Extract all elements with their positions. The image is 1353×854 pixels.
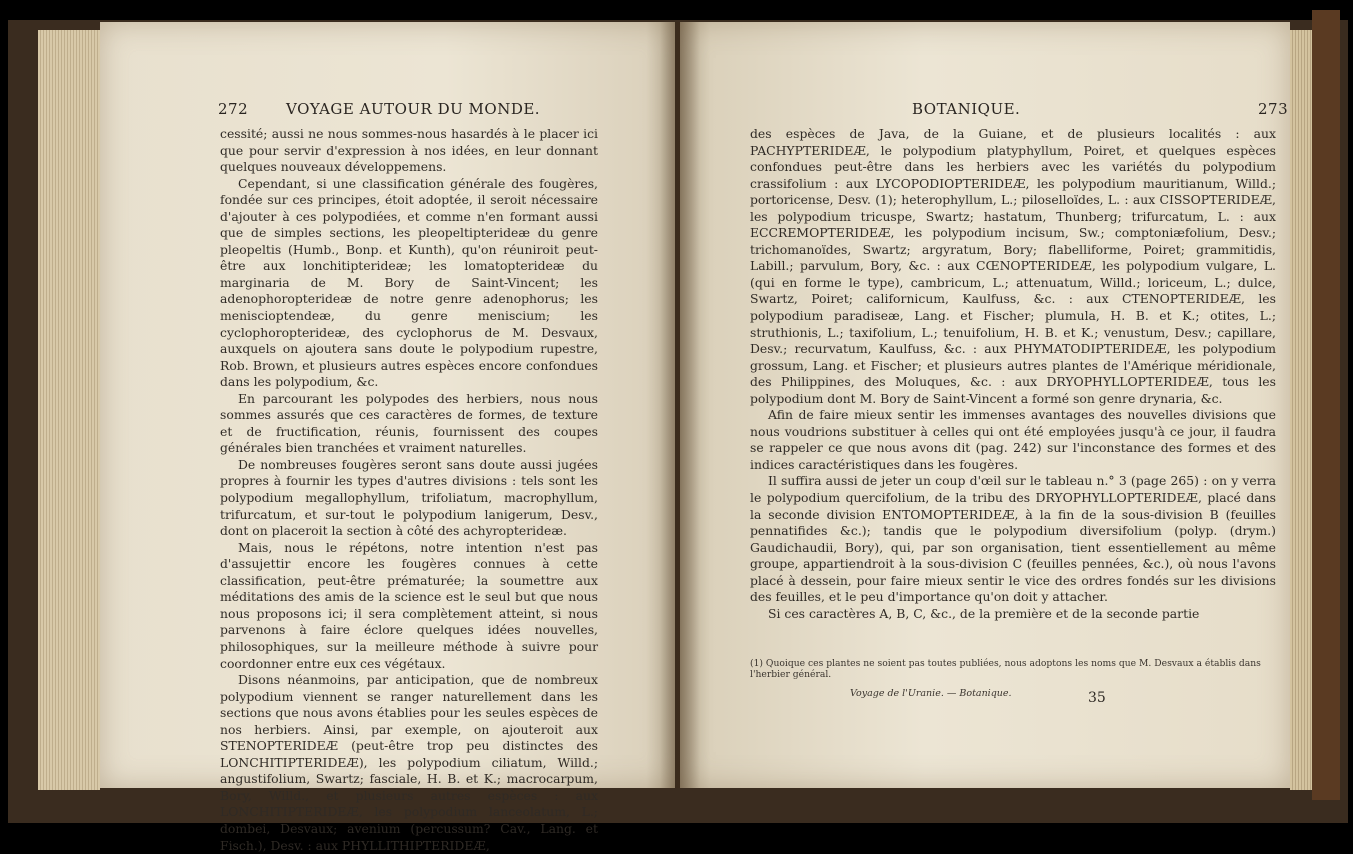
left-page-text (220, 126, 598, 854)
signature-mark: 35 (1088, 690, 1106, 706)
left-page-number: 272 (218, 100, 249, 118)
paragraph: Disons néanmoins, par anticipation, que de nombreux polypodium viennent se ranger naturellement dans les sections que nous avons établies pour les seules espèces de nos herbiers. Ainsi, par exemple, on ajouteroit aux STENOPTERIDEÆ (peut-être trop peu distinctes des LONCHITIPTERIDEÆ), les polypodium ciliatum, Willd.; angustifolium, Swartz; fasciale, H. B. et K.; macrocarpum, Bory, Willd., et plusieurs autres espèces : aux LONCHITIPTERIDEÆ, les polypodium lanceolatum, L.; dombei, Desvaux; avenium (percussum? Cav., Lang. et Fisch.), Desv. : aux PHYLLITHIPTERIDEÆ, (220, 672, 598, 853)
right-running-head: BOTANIQUE. (912, 100, 1021, 118)
paragraph: Cependant, si une classification générale des fougères, fondée sur ces principes, étoit adoptée, il seroit nécessaire d'ajouter à ces polypodiées, et comme n'en formant aussi que de simples sections, les pleopeltipterideæ du genre pleopeltis (Humb., Bonp. et Kunth), qu'on réuniroit peut-être aux lonchitipterideæ; les lomatopterideæ du marginaria de M. Bory de Saint-Vincent; les adenophoropterideæ de notre genre adenophorus; les meniscioptendeæ, du genre meniscium; les cyclophoropterideæ, des cyclophorus de M. Desvaux, auxquels on ajoutera sans doute le polypodium rupestre, Rob. Brown, et plusieurs autres espèces encore confondues dans les polypodium, &c. (220, 175, 598, 390)
right-page-text (750, 126, 1276, 622)
signature-line: Voyage de l'Uranie. — Botanique. (850, 688, 1012, 699)
paragraph: Il suffira aussi de jeter un coup d'œil sur le tableau n.° 3 (page 265) : on y verra le polypodium quercifolium, de la tribu des DRYOPHYLLOPTERIDEÆ, placé dans la seconde division ENTOMOPTERIDEÆ, à la fin de la sous-division B (feuilles pennatifides &c.); tandis que le polypodium diversifolium (polyp. (drym.) Gaudichaudii, Bory), qui, par son organisation, tient essentiellement au même groupe, appartiendroit à la sous-division C (feuilles pennées, &c.), où nous l'avons placé à dessein, pour faire mieux sentir le vice des ordres fondés sur les divisions des feuilles, et le peu d'importance qu'on doit y attacher. (750, 473, 1276, 605)
paragraph: En parcourant les polypodes des herbiers, nous nous sommes assurés que ces caractères de formes, de texture et de fructification, réunis, fournissent des coupes générales bien tranchées et vraiment naturelles. (220, 390, 598, 456)
page-edges-right (1290, 30, 1312, 790)
book-cover-edge (1312, 10, 1340, 800)
paragraph: cessité; aussi ne nous sommes-nous hasardés à le placer ici que pour servir d'expression à nos idées, en leur donnant quelques nouveaux développemens. (220, 126, 598, 175)
paragraph: Afin de faire mieux sentir les immenses avantages des nouvelles divisions que nous voudrions substituer à celles qui ont été employées jusqu'à ce jour, il faudra se rappeler ce que nous avons dit (pag. 242) sur l'inconstance des formes et des indices caractéristiques dans les fougères. (750, 407, 1276, 472)
footnote: (1) Quoique ces plantes ne soient pas toutes publiées, nous adoptons les noms que M. Desvaux a établis dans l'herbier général. (750, 658, 1261, 680)
paragraph: De nombreuses fougères seront sans doute aussi jugées propres à fournir les types d'autres divisions : tels sont les polypodium megallophyllum, trifoliatum, macrophyllum, trifurcatum, et sur-tout le polypodium lanigerum, Desv., dont on placeroit la section à côté des achyropterideæ. (220, 456, 598, 539)
page-edges-left (38, 30, 100, 790)
right-page (680, 22, 1290, 788)
paragraph: Si ces caractères A, B, C, &c., de la première et de la seconde partie (768, 605, 1200, 621)
right-page-number: 273 (1258, 100, 1289, 118)
left-page (100, 22, 675, 853)
paragraph: des espèces de Java, de la Guiane, et de plusieurs localités : aux PACHYPTERIDEÆ, le polypodium platyphyllum, Poiret, et quelques espèces confondues peut-être dans les herbiers avec les variétés du polypodium crassifolium : aux LYCOPODIOPTERIDEÆ, les polypodium mauritianum, Willd.; portoricense, Desv. (1); heterophyllum, L.; piloselloïdes, L. : aux CISSOPTERIDEÆ, les polypodium tricuspe, Swartz; hastatum, Thunberg; trifurcatum, L. : aux ECCREMOPTERIDEÆ, les polypodium incisum, Sw.; comptoniæfolium, Desv.; trichomanoïdes, Swartz; argyratum, Bory; flabelliforme, Poiret; grammitidis, Labill.; parvulum, Bory, &c. : aux CŒNOPTERIDEÆ, les polypodium vulgare, L. (qui en forme le type), cambricum, L.; attenuatum, Willd.; loriceum, L.; dulce, Swartz, Poiret; californicum, Kaulfuss, &c. : aux CTENOPTERIDEÆ, les polypodium paradiseæ, Lang. et Fischer; plumula, H. B. et K.; otites, L.; struthionis, L.; taxifolium, L.; tenuifolium, H. B. et K.; venustum, Desv.; capillare, Desv.; recurvatum, Kaulfuss, &c. : aux PHYMATODIPTERIDEÆ, les polypodium grossum, Lang. et Fischer; et plusieurs autres plantes de l'Amérique méridionale, des Philippines, des Moluques, &c. : aux DRYOPHYLLOPTERIDEÆ, tous les polypodium dont M. Bory de Saint-Vincent a formé son genre drynaria, &c. (750, 126, 1276, 406)
paragraph: Mais, nous le répétons, notre intention n'est pas d'assujettir encore les fougères connues à cette classification, peut-être prématurée; la soumettre aux méditations des amis de la science est le seul but que nous nous proposons ici; il sera complètement atteint, si nous parvenons à faire éclore quelques idées nouvelles, philosophiques, sur la meilleure méthode à suivre pour coordonner entre eux ces végétaux. (220, 539, 598, 671)
left-running-head: VOYAGE AUTOUR DU MONDE. (286, 100, 541, 118)
